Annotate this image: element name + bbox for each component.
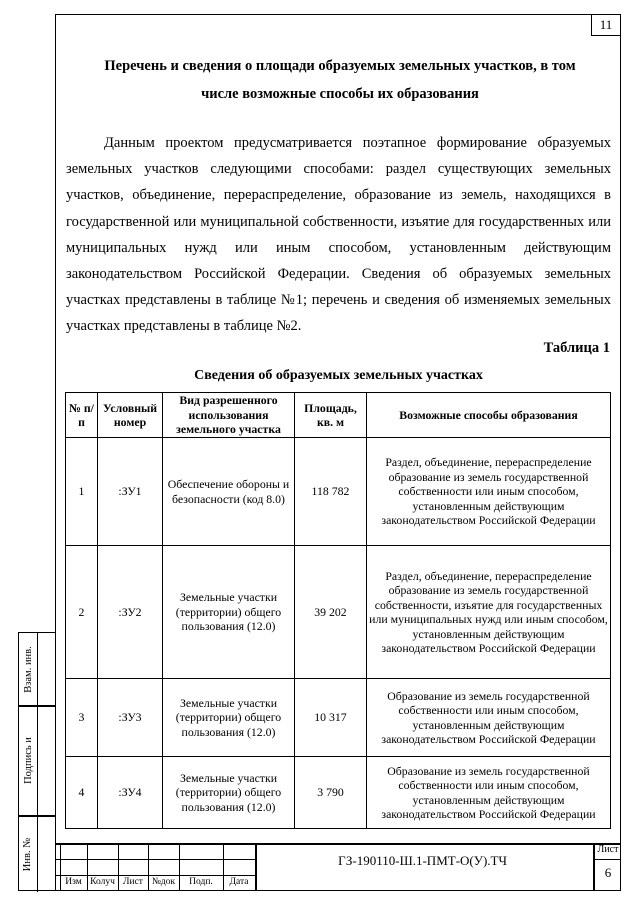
body-paragraph: Данным проектом предусматривается поэтапное формирование образуемых земельных участков следующими способами: раздел существующих земельных участков, объединение, перераспределение, образование из земель, находящихся в государственной или муниципальной собственности, изъятие для государственных или муниципальных нужд или иным способом, установленным действующим законодательством Российской Федерации. Сведения об образуемых земельных участках представлены в таблице №1; перечень и сведения об изменяемых земельных участках представлены в таблице №2. bbox=[66, 135, 611, 335]
side-divider bbox=[37, 633, 38, 892]
table-cell: :ЗУ4 bbox=[98, 757, 163, 829]
table-header-row bbox=[66, 393, 611, 438]
stamp-label-podp: Подп. bbox=[189, 877, 213, 887]
table-cell: 118 782 bbox=[295, 438, 367, 546]
section-heading bbox=[70, 52, 610, 108]
header-cell: Условный номер bbox=[98, 393, 163, 438]
heading-line-2: числе возможные способы их образования bbox=[201, 86, 479, 102]
table-cell: :ЗУ3 bbox=[98, 679, 163, 757]
table-cell: Обеспечение обороны и безопасности (код 8.0) bbox=[163, 438, 295, 546]
stamp-line bbox=[55, 843, 621, 845]
stamp-line bbox=[593, 859, 621, 860]
stamp-line bbox=[55, 875, 255, 876]
table-cell: Земельные участки (территории) общего пользования (12.0) bbox=[163, 679, 295, 757]
table-row bbox=[66, 438, 611, 546]
heading-line-1: Перечень и сведения о площади образуемых земельных участков, в том bbox=[104, 58, 576, 74]
sheet-label: Лист bbox=[597, 844, 619, 855]
header-cell: Возможные способы образования bbox=[367, 393, 611, 438]
table-title: Сведения об образуемых земельных участках bbox=[194, 368, 483, 383]
table-cell: Земельные участки (территории) общего пользования (12.0) bbox=[163, 546, 295, 679]
header-cell: Вид разрешенного использования земельного участка bbox=[163, 393, 295, 438]
side-stamp bbox=[18, 632, 55, 891]
table-cell: 1 bbox=[66, 438, 98, 546]
table-cell: Земельные участки (территории) общего пользования (12.0) bbox=[163, 757, 295, 829]
stamp-label-data: Дата bbox=[229, 877, 249, 887]
header-cell: № п/п bbox=[66, 393, 98, 438]
table-row bbox=[66, 679, 611, 757]
podpis-label: Подпись и bbox=[22, 737, 34, 784]
stamp-label-izm: Изм bbox=[65, 877, 82, 887]
stamp-label-list: Лист bbox=[123, 877, 143, 887]
inv-number-label: Инв. № bbox=[22, 837, 34, 871]
table-cell: 10 317 bbox=[295, 679, 367, 757]
vzam-inv-label: Взам. инв. bbox=[22, 645, 34, 693]
stamp-line bbox=[55, 859, 255, 860]
table-row bbox=[66, 546, 611, 679]
document-code: ГЗ-190110-Ш.1-ПМТ-О(У).ТЧ bbox=[338, 853, 507, 868]
table-cell: Раздел, объединение, перераспределение образование из земель государственной собственности, изъятие для государственных или муниципальных нужд или иным способом, установленным действующим законодательством Российской Федерации bbox=[367, 546, 611, 679]
table-cell: 39 202 bbox=[295, 546, 367, 679]
page-top-number: 11 bbox=[591, 14, 621, 36]
land-plots-table bbox=[65, 392, 611, 829]
table-cell: :ЗУ1 bbox=[98, 438, 163, 546]
table-cell: 3 bbox=[66, 679, 98, 757]
table-cell: Образование из земель государственной собственности или иным способом, установленным действующим законодательством Российской Федерации bbox=[367, 757, 611, 829]
title-block bbox=[55, 843, 621, 891]
table-cell: 4 bbox=[66, 757, 98, 829]
stamp-label-ndok: №док bbox=[151, 877, 176, 887]
table-cell: Раздел, объединение, перераспределение образование из земель государственной собственности или иным способом, установленным действующим законодательством Российской Федерации bbox=[367, 438, 611, 546]
header-cell: Площадь, кв. м bbox=[295, 393, 367, 438]
table-row bbox=[66, 757, 611, 829]
sheet-number: 6 bbox=[604, 865, 612, 880]
stamp-label-koluch: Колуч bbox=[90, 877, 115, 887]
table-number: Таблица 1 bbox=[543, 340, 610, 356]
table-cell: Образование из земель государственной собственности или иным способом, установленным действующим законодательством Российской Федерации bbox=[367, 679, 611, 757]
table-cell: :ЗУ2 bbox=[98, 546, 163, 679]
table-cell: 3 790 bbox=[295, 757, 367, 829]
table-cell: 2 bbox=[66, 546, 98, 679]
